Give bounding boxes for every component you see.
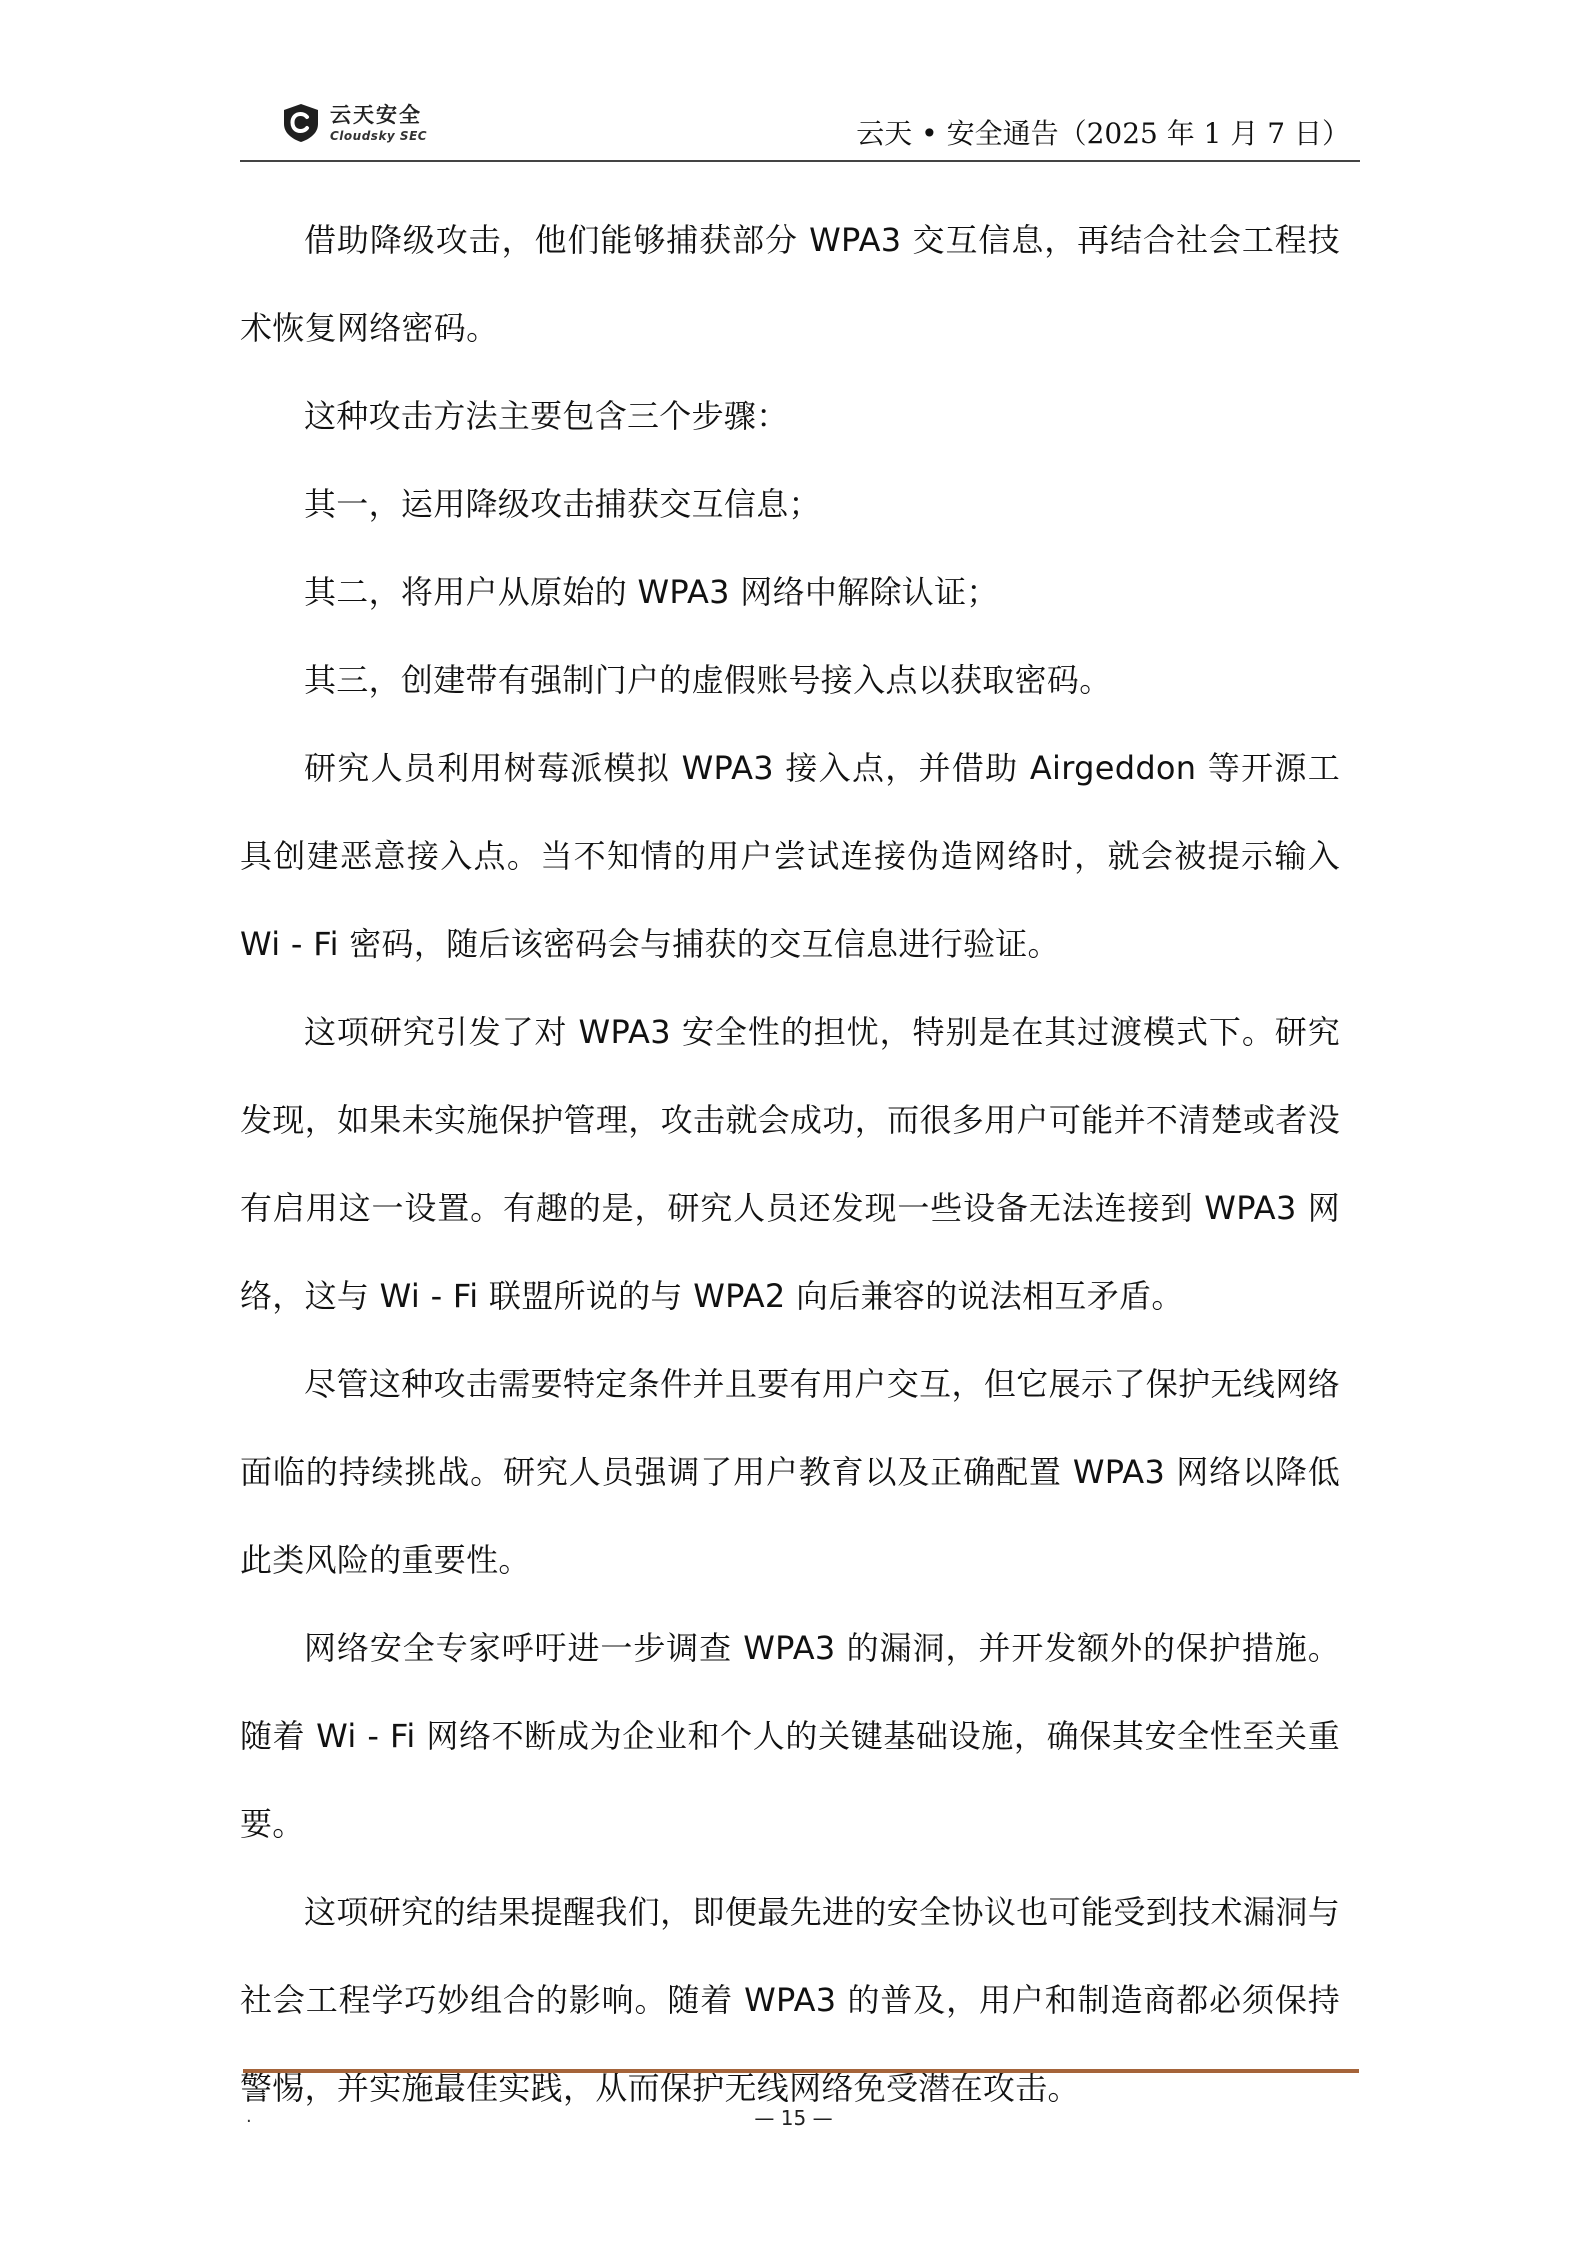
paragraph: 研究人员利用树莓派模拟 WPA3 接入点，并借助 Airgeddon 等开源工具创建恶意接入点。当不知情的用户尝试连接伪造网络时，就会被提示输入 Wi - Fi 密码，随后该密码会与捕获的交互信息进行验证。 [240, 749, 1340, 963]
paragraph: 借助降级攻击，他们能够捕获部分 WPA3 交互信息，再结合社会工程技术恢复网络密码。 [240, 221, 1340, 347]
paragraph: 其三，创建带有强制门户的虚假账号接入点以获取密码。 [304, 661, 1112, 699]
article-body [240, 196, 1340, 2132]
paragraph: 这项研究的结果提醒我们，即便最先进的安全协议也可能受到技术漏洞与社会工程学巧妙组合的影响。随着 WPA3 的普及，用户和制造商都必须保持警惕，并实施最佳实践，从而保护无线网络免受潜在攻击。 [240, 1893, 1340, 2107]
logo-name-en: Cloudsky SEC [330, 128, 428, 143]
footer-dot: . [246, 2106, 252, 2127]
paragraph: 其二，将用户从原始的 WPA3 网络中解除认证； [304, 573, 999, 611]
page-header [240, 96, 1360, 160]
cloudsky-shield-icon [280, 102, 322, 144]
paragraph: 这项研究引发了对 WPA3 安全性的担忧，特别是在其过渡模式下。研究发现，如果未实施保护管理，攻击就会成功，而很多用户可能并不清楚或者没有启用这一设置。有趣的是，研究人员还发现一些设备无法连接到 WPA3 网络，这与 Wi - Fi 联盟所说的与 WPA2 向后兼容的说法相互矛盾。 [240, 1013, 1340, 1315]
paragraph: 其一，运用降级攻击捕获交互信息； [304, 485, 821, 523]
paragraph: 这种攻击方法主要包含三个步骤： [304, 397, 789, 435]
bulletin-title: 云天 • 安全通告（2025 年 1 月 7 日） [856, 117, 1350, 150]
page-number: — 15 — [754, 2106, 833, 2130]
company-logo [280, 98, 427, 148]
footer-divider [243, 2069, 1359, 2073]
paragraph: 尽管这种攻击需要特定条件并且要有用户交互，但它展示了保护无线网络面临的持续挑战。研究人员强调了用户教育以及正确配置 WPA3 网络以降低此类风险的重要性。 [240, 1365, 1340, 1579]
header-divider [240, 160, 1360, 162]
logo-name-cn: 云天安全 [330, 102, 422, 127]
paragraph: 网络安全专家呼吁进一步调查 WPA3 的漏洞，并开发额外的保护措施。随着 Wi - Fi 网络不断成为企业和个人的关键基础设施，确保其安全性至关重要。 [240, 1629, 1340, 1843]
